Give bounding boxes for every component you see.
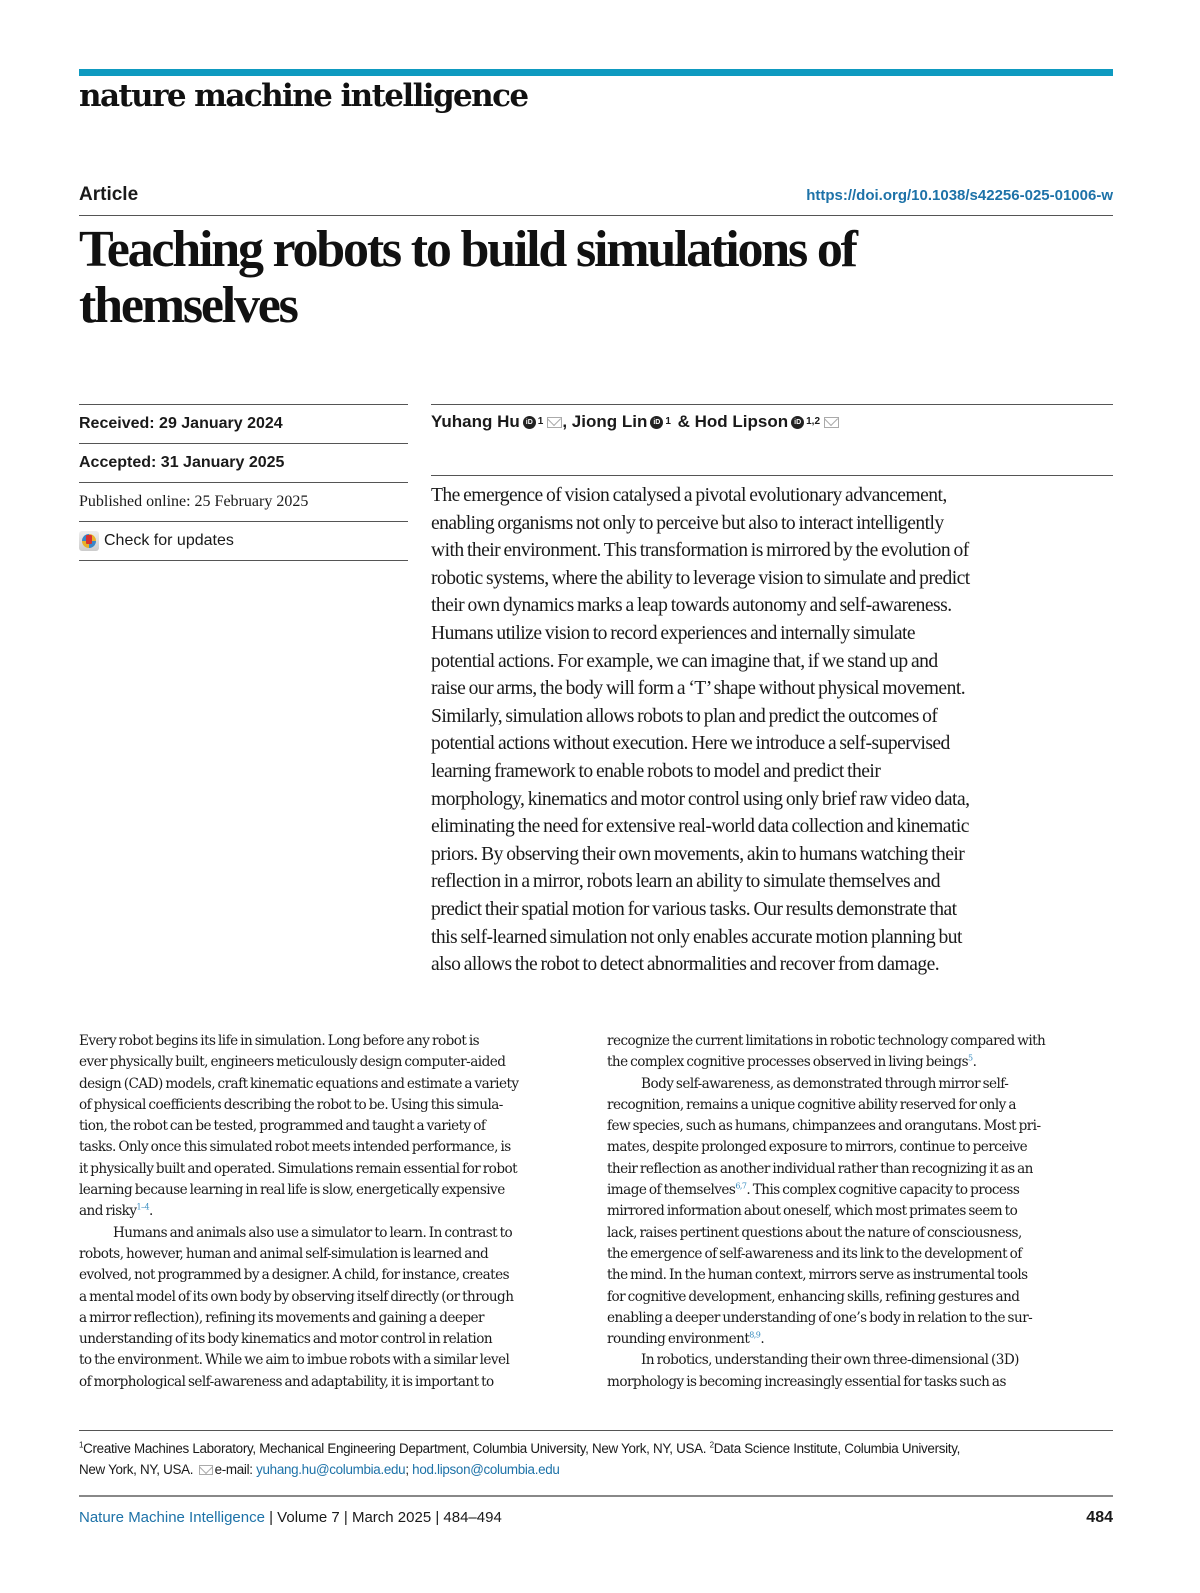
email-separator: ;: [405, 1462, 409, 1477]
body-line: [607, 1308, 1117, 1329]
body-line: [79, 1350, 599, 1371]
footnote-divider: [79, 1430, 1113, 1431]
body-text: morphology is becoming increasingly essential for tasks such as: [607, 1373, 1006, 1390]
header-divider: [79, 215, 1113, 216]
authors-divider: [431, 404, 1113, 405]
abstract-line: with their environment. This transformation is mirrored by the evolution of: [431, 540, 969, 562]
body-line: [607, 1287, 1117, 1308]
body-text: it physically built and operated. Simulations remain essential for robot: [79, 1160, 518, 1177]
body-line: [79, 1116, 599, 1137]
body-line: [79, 1244, 599, 1265]
abstract-line: predict their spatial motion for various tasks. Our results demonstrate that: [431, 898, 957, 920]
author-list: Yuhang Hu iD 1 , Jiong Lin iD 1 & Hod Lipson iD 1,2: [431, 412, 839, 432]
journal-name: nature machine intelligence: [79, 78, 528, 114]
body-text: evolved, not programmed by a designer. A child, for instance, creates: [79, 1267, 510, 1284]
check-for-updates-label: Check for updates: [104, 532, 234, 549]
body-line: [79, 1329, 599, 1350]
body-line: [607, 1350, 1117, 1371]
article-dates: [79, 404, 408, 561]
check-for-updates-icon: [79, 531, 99, 551]
abstract-divider: [431, 475, 1113, 476]
body-text: rounding environment: [607, 1331, 750, 1348]
body-text: .: [972, 1054, 977, 1071]
body-text: of morphological self-awareness and adaptability, it is important to: [79, 1373, 494, 1390]
body-line: [79, 1372, 599, 1393]
body-column-1: [79, 1031, 599, 1393]
body-text: .: [760, 1331, 765, 1348]
abstract-line: Similarly, simulation allows robots to plan and predict the outcomes of: [431, 705, 938, 727]
doi-link[interactable]: https://doi.org/10.1038/s42256-025-01006-w: [806, 187, 1113, 204]
affiliation-line: [79, 1459, 1119, 1480]
email-icon[interactable]: [824, 417, 839, 428]
published-date: Published online: 25 February 2025: [79, 482, 408, 521]
body-line: [607, 1159, 1117, 1180]
body-line: [79, 1159, 599, 1180]
body-text: the mind. In the human context, mirrors serve as instrumental tools: [607, 1267, 1028, 1284]
body-line: [79, 1265, 599, 1286]
body-line: [79, 1287, 599, 1308]
body-text: Body self-awareness, as demonstrated through mirror self-: [641, 1075, 1009, 1092]
email-link-hod-lipson[interactable]: hod.lipson@columbia.edu: [412, 1462, 560, 1477]
body-text: . This complex cognitive capacity to process: [746, 1182, 1020, 1199]
reference-link[interactable]: 5: [968, 1053, 973, 1063]
reference-link[interactable]: 8,9: [749, 1330, 761, 1340]
body-text: Humans and animals also use a simulator to learn. In contrast to: [113, 1224, 513, 1241]
body-line: [607, 1244, 1117, 1265]
body-line: [607, 1116, 1117, 1137]
body-text: ever physically built, engineers meticulously design computer-aided: [79, 1054, 506, 1071]
article-type: Article: [79, 184, 139, 205]
abstract-line: priors. By observing their own movements, akin to humans watching their: [431, 843, 965, 865]
abstract-line: also allows the robot to detect abnormalities and recover from damage.: [431, 954, 940, 976]
body-text: .: [149, 1203, 153, 1220]
affiliation-marker: 2: [709, 1440, 714, 1450]
affiliations-footnote: [79, 1438, 1119, 1480]
body-text: enabling a deeper understanding of one’s body in relation to the sur-: [607, 1309, 1033, 1326]
orcid-icon[interactable]: iD: [523, 416, 536, 429]
accepted-date: Accepted: 31 January 2025: [79, 443, 408, 482]
email-icon[interactable]: [547, 417, 562, 428]
footer-journal-link[interactable]: Nature Machine Intelligence: [79, 1509, 265, 1526]
body-line: [607, 1031, 1117, 1052]
abstract-line: potential actions without execution. Here we introduce a self-supervised: [431, 733, 950, 755]
orcid-icon[interactable]: iD: [650, 416, 663, 429]
abstract-line: morphology, kinematics and motor control using only brief raw video data,: [431, 788, 970, 810]
email-icon: [199, 1465, 213, 1475]
body-line: [79, 1095, 599, 1116]
body-line: [607, 1137, 1117, 1158]
body-text: their reflection as another individual rather than recognizing it as an: [607, 1160, 1033, 1177]
body-text: mates, despite prolonged exposure to mirrors, continue to perceive: [607, 1139, 1028, 1156]
body-text: the emergence of self-awareness and its link to the development of: [607, 1245, 1022, 1262]
body-text: design (CAD) models, craft kinematic equations and estimate a variety: [79, 1075, 519, 1092]
body-text: tasks. Only once this simulated robot meets intended performance, is: [79, 1139, 511, 1156]
author-name[interactable]: Jiong Lin: [571, 412, 648, 431]
body-text: understanding of its body kinematics and motor control in relation: [79, 1331, 493, 1348]
reference-link[interactable]: 1–4: [136, 1202, 150, 1212]
body-text: image of themselves: [607, 1182, 736, 1199]
abstract-line: robotic systems, where the ability to leverage vision to simulate and predict: [431, 567, 970, 589]
body-text: learning because learning in real life is slow, energetically expensive: [79, 1182, 505, 1199]
article-title: [79, 222, 1079, 334]
abstract-line: potential actions. For example, we can imagine that, if we stand up and: [431, 650, 938, 672]
body-text: recognition, remains a unique cognitive ability reserved for only a: [607, 1096, 1016, 1113]
abstract: [431, 482, 1121, 979]
abstract-line: this self-learned simulation not only enables accurate motion planning but: [431, 926, 962, 948]
affiliation-2-cont: New York, NY, USA.: [79, 1462, 194, 1477]
body-line: [607, 1201, 1117, 1222]
received-date: Received: 29 January 2024: [79, 404, 408, 443]
body-line: [607, 1180, 1117, 1201]
body-line: [79, 1074, 599, 1095]
body-text: the complex cognitive processes observed in living beings: [607, 1054, 969, 1071]
body-text: lack, raises pertinent questions about the nature of consciousness,: [607, 1224, 1022, 1241]
abstract-line: reflection in a mirror, robots learn an ability to simulate themselves and: [431, 871, 941, 893]
body-line: [607, 1329, 1117, 1350]
abstract-line: Humans utilize vision to record experiences and internally simulate: [431, 622, 916, 644]
abstract-line: eliminating the need for extensive real-world data collection and kinematic: [431, 816, 969, 838]
body-line: [607, 1223, 1117, 1244]
body-column-2: [607, 1031, 1117, 1393]
body-line: [79, 1223, 599, 1244]
body-text: to the environment. While we aim to imbue robots with a similar level: [79, 1352, 510, 1369]
author-separator: &: [672, 412, 695, 431]
affiliation-line: [79, 1438, 1119, 1459]
body-line: [607, 1074, 1117, 1095]
article-title-line: Teaching robots to build simulations of: [79, 221, 856, 278]
email-label: e-mail:: [214, 1462, 253, 1477]
footer-details: | Volume 7 | March 2025 | 484–494: [264, 1509, 502, 1526]
body-line: [607, 1372, 1117, 1393]
author-separator: ,: [562, 412, 572, 431]
body-text: a mirror reflection), refining its movements and gaining a deeper: [79, 1309, 484, 1326]
author-name[interactable]: Hod Lipson: [694, 412, 789, 431]
body-text: few species, such as humans, chimpanzees and orangutans. Most pri-: [607, 1118, 1041, 1135]
body-line: [79, 1137, 599, 1158]
body-line: [607, 1095, 1117, 1116]
orcid-icon[interactable]: iD: [791, 416, 804, 429]
email-link-yuhang-hu[interactable]: yuhang.hu@columbia.edu: [256, 1462, 406, 1477]
check-for-updates-button[interactable]: [79, 521, 408, 561]
abstract-line: their own dynamics marks a leap towards autonomy and self-awareness.: [431, 595, 952, 617]
body-line: [79, 1052, 599, 1073]
body-text: In robotics, understanding their own three-dimensional (3D): [641, 1352, 1019, 1369]
abstract-line: The emergence of vision catalysed a pivotal evolutionary advancement,: [431, 485, 947, 506]
body-line: [79, 1031, 599, 1052]
affiliation-marker: 1: [79, 1440, 84, 1450]
body-line: [79, 1308, 599, 1329]
article-title-line: themselves: [79, 277, 297, 334]
abstract-line: enabling organisms not only to perceive but also to interact intelligently: [431, 512, 944, 534]
body-text: and risky: [79, 1203, 137, 1220]
page-number: 484: [1086, 1509, 1113, 1526]
body-text: robots, however, human and animal self-simulation is learned and: [79, 1245, 489, 1262]
body-line: [607, 1052, 1117, 1073]
affiliation-1: Creative Machines Laboratory, Mechanical Engineering Department, Columbia University, New York, NY, USA.: [83, 1441, 707, 1456]
journal-accent-bar: [79, 69, 1113, 76]
footer-citation: [79, 1509, 502, 1526]
body-text: tion, the robot can be tested, programmed and taught a variety of: [79, 1118, 486, 1135]
abstract-line: learning framework to enable robots to model and predict their: [431, 760, 881, 782]
abstract-line: raise our arms, the body will form a ‘T’ shape without physical movement.: [431, 678, 966, 700]
body-line: [79, 1201, 599, 1222]
body-text: a mental model of its own body by observing itself directly (or through: [79, 1288, 514, 1305]
author-name[interactable]: Yuhang Hu: [431, 412, 520, 431]
reference-link[interactable]: 6,7: [735, 1181, 747, 1191]
body-line: [79, 1180, 599, 1201]
body-text: for cognitive development, enhancing skills, refining gestures and: [607, 1288, 1020, 1305]
affiliation-2: Data Science Institute, Columbia University,: [713, 1441, 961, 1456]
body-text: mirrored information about oneself, which most primates seem to: [607, 1203, 1018, 1220]
body-text: Every robot begins its life in simulation. Long before any robot is: [79, 1033, 480, 1049]
body-line: [607, 1265, 1117, 1286]
body-text: recognize the current limitations in robotic technology compared with: [607, 1033, 1046, 1049]
footer-divider: [79, 1495, 1113, 1497]
body-text: of physical coefficients describing the robot to be. Using this simula-: [79, 1096, 503, 1113]
